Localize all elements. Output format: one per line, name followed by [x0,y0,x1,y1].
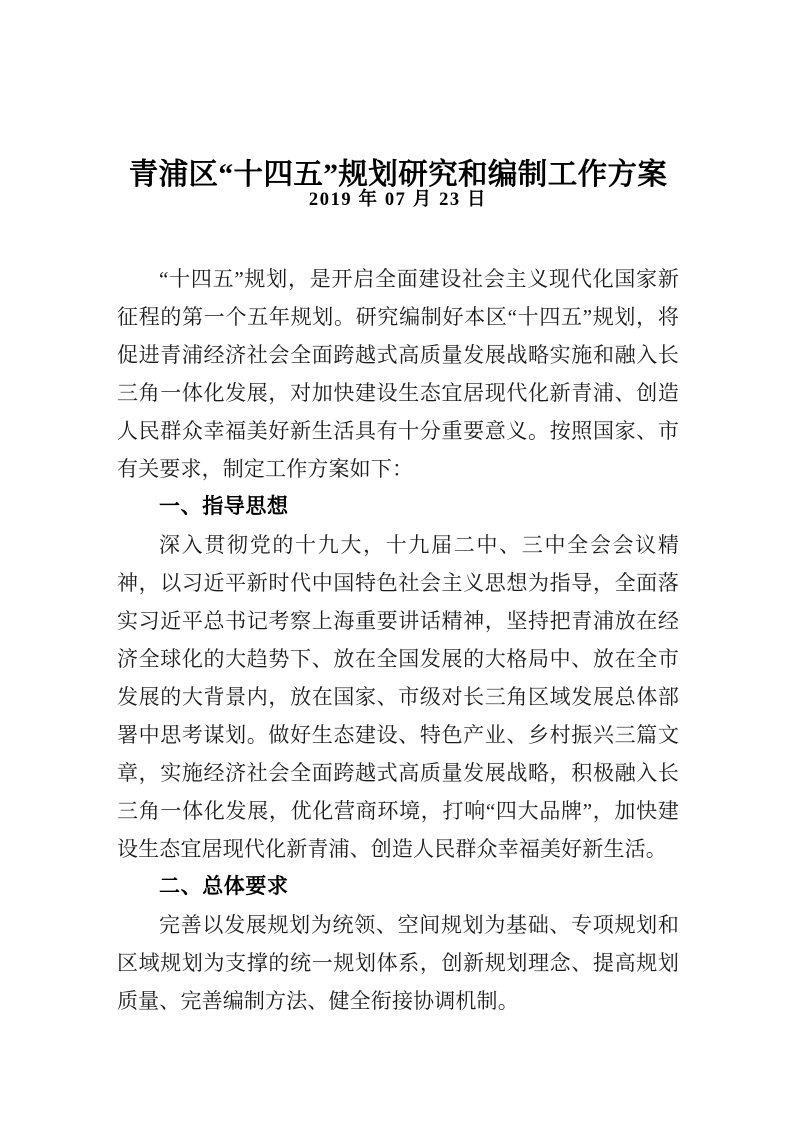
section-1-paragraph: 深入贯彻党的十九大，十九届二中、三中全会会议精神，以习近平新时代中国特色社会主义思想为指导，全面落实习近平总书记考察上海重要讲话精神，坚持把青浦放在经济全球化的大趋势下、放在全国发展的大格局中、放在全市发展的大背景内，放在国家、市级对长三角区域发展总体部署中思考谋划。做好生态建设、特色产业、乡村振兴三篇文章，实施经济社会全面跨越式高质量发展战略，积极融入长三角一体化发展，优化营商环境，打响“四大品牌”，加快建设生态宜居现代化新青浦、创造人民群众幸福美好新生活。 [117,533,679,861]
page-title: 青浦区“十四五”规划研究和编制工作方案 [128,158,668,191]
document-date: 2019 年 07 月 23 日 [308,190,488,210]
document-body [117,260,679,1020]
section-heading-1: 一、指导思想 [159,495,289,518]
section-heading-2: 二、总体要求 [159,875,289,898]
intro-paragraph: “十四五”规划，是开启全面建设社会主义现代化国家新征程的第一个五年规划。研究编制好本区“十四五”规划，将促进青浦经济社会全面跨越式高质量发展战略实施和融入长三角一体化发展，对加快建设生态宜居现代化新青浦、创造人民群众幸福美好新生活具有十分重要意义。按照国家、市有关要求，制定工作方案如下： [117,267,679,481]
section-2-paragraph: 完善以发展规划为统领、空间规划为基础、专项规划和区域规划为支撑的统一规划体系，创新规划理念、提高规划质量、完善编制方法、健全衔接协调机制。 [117,913,679,1013]
